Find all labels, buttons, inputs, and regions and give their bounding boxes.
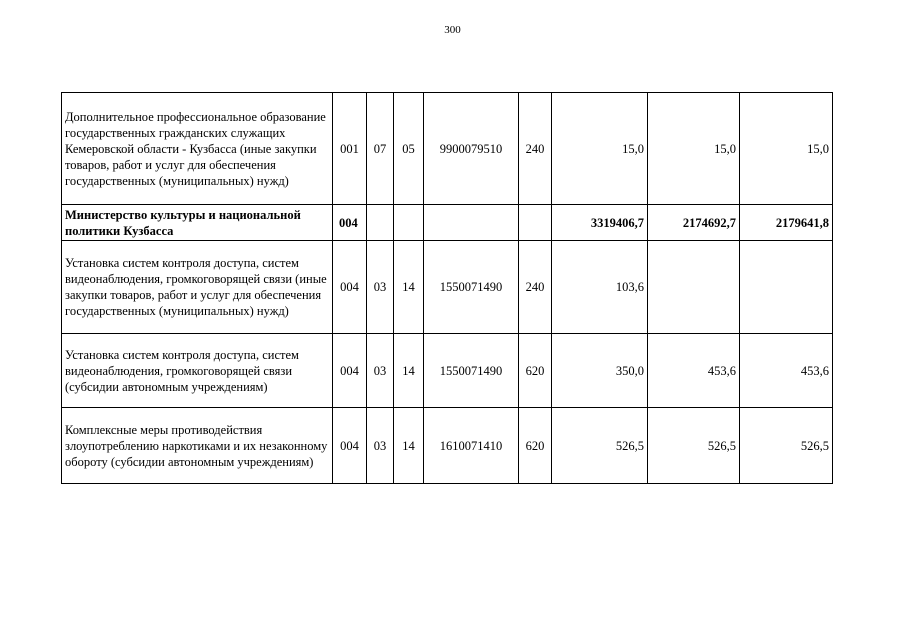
budget-table (61, 92, 833, 484)
expense-type-code: 240 (519, 93, 552, 205)
amount-year-1: 103,6 (552, 241, 648, 334)
amount-year-2: 453,6 (648, 334, 740, 408)
subsection-code: 14 (394, 334, 424, 408)
table-row (62, 241, 833, 334)
target-article-code: 1550071490 (424, 241, 519, 334)
amount-year-1: 3319406,7 (552, 205, 648, 241)
subsection-code: 14 (394, 241, 424, 334)
amount-year-2: 15,0 (648, 93, 740, 205)
amount-year-3: 2179641,8 (740, 205, 833, 241)
target-article-code (424, 205, 519, 241)
expense-type-code (519, 205, 552, 241)
table-row-ministry-total (62, 205, 833, 241)
amount-year-2: 2174692,7 (648, 205, 740, 241)
ministry-code: 004 (333, 205, 367, 241)
subsection-code: 05 (394, 93, 424, 205)
section-code: 03 (367, 334, 394, 408)
expense-type-code: 240 (519, 241, 552, 334)
amount-year-2 (648, 241, 740, 334)
section-code: 07 (367, 93, 394, 205)
amount-year-3 (740, 241, 833, 334)
amount-year-3: 15,0 (740, 93, 833, 205)
subsection-code: 14 (394, 408, 424, 484)
ministry-code: 004 (333, 408, 367, 484)
row-description: Дополнительное профессиональное образование государственных гражданских служащих Кемеровской области - Кузбасса (иные закупки товаров, работ и услуг для обеспечения государственных (муниципальных) нужд) (62, 93, 333, 205)
table-row (62, 408, 833, 484)
ministry-code: 001 (333, 93, 367, 205)
target-article-code: 1610071410 (424, 408, 519, 484)
section-code: 03 (367, 408, 394, 484)
row-description: Комплексные меры противодействия злоупотреблению наркотиками и их незаконному обороту (субсидии автономным учреждениям) (62, 408, 333, 484)
section-code (367, 205, 394, 241)
row-description: Министерство культуры и национальной политики Кузбасса (62, 205, 333, 241)
expense-type-code: 620 (519, 334, 552, 408)
ministry-code: 004 (333, 241, 367, 334)
table-row (62, 93, 833, 205)
subsection-code (394, 205, 424, 241)
ministry-code: 004 (333, 334, 367, 408)
table-row (62, 334, 833, 408)
section-code: 03 (367, 241, 394, 334)
row-description: Установка систем контроля доступа, систем видеонаблюдения, громкоговорящей связи (субсидии автономным учреждениям) (62, 334, 333, 408)
row-description: Установка систем контроля доступа, систем видеонаблюдения, громкоговорящей связи (иные закупки товаров, работ и услуг для обеспечения государственных (муниципальных) нужд) (62, 241, 333, 334)
page-number: 300 (444, 24, 461, 36)
target-article-code: 1550071490 (424, 334, 519, 408)
amount-year-3: 453,6 (740, 334, 833, 408)
amount-year-2: 526,5 (648, 408, 740, 484)
amount-year-1: 350,0 (552, 334, 648, 408)
amount-year-3: 526,5 (740, 408, 833, 484)
expense-type-code: 620 (519, 408, 552, 484)
target-article-code: 9900079510 (424, 93, 519, 205)
amount-year-1: 15,0 (552, 93, 648, 205)
amount-year-1: 526,5 (552, 408, 648, 484)
